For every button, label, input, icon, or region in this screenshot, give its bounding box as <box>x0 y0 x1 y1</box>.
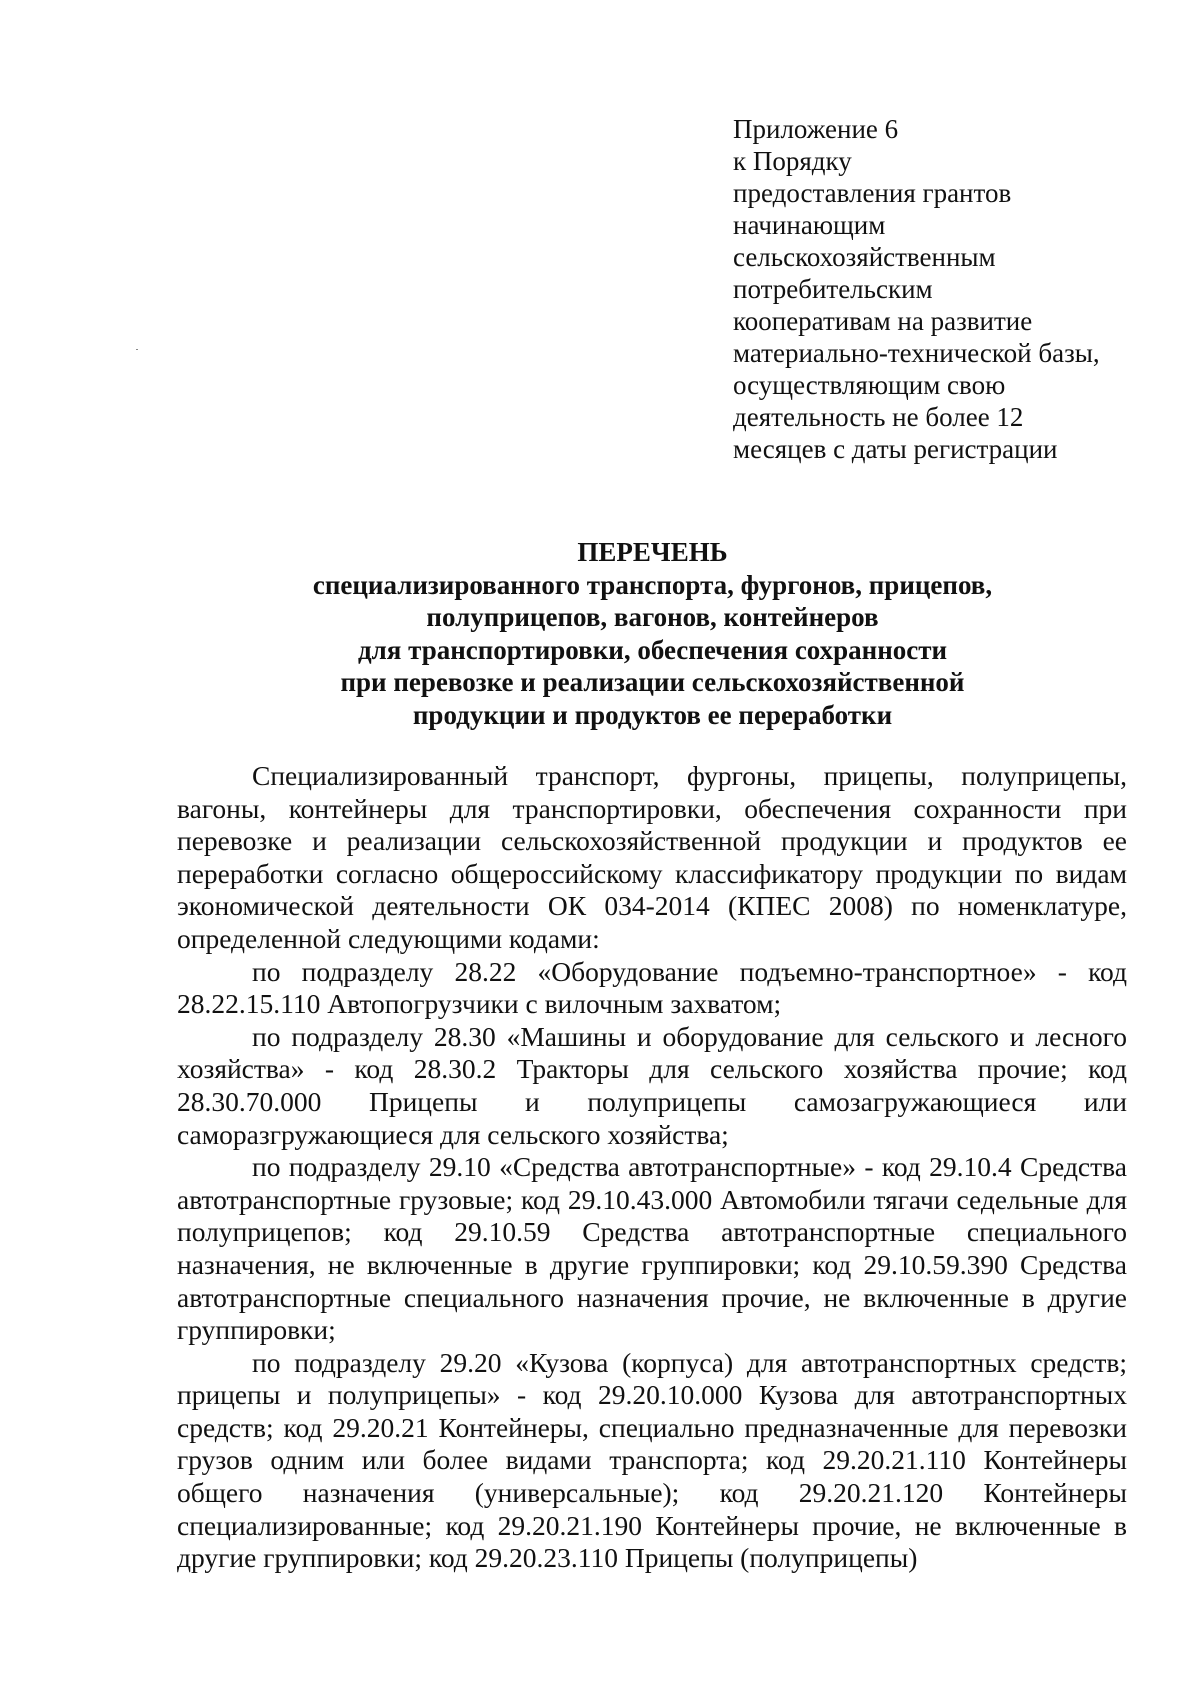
appendix-line: сельскохозяйственным <box>733 242 996 272</box>
body-paragraph-intro: Специализированный транспорт, фургоны, прицепы, полуприцепы, вагоны, контейнеры для транспортировки, обеспечения сохранности при перевозке и реализации сельскохозяйственной продукции и продуктов ее переработки согласно общероссийскому классификатору продукции по видам экономической деятельности ОК 034-2014 (КПЕС 2008) по номенклатуре, определенной следующими кодами: <box>177 760 1127 954</box>
appendix-line: к Порядку <box>733 146 852 176</box>
title-subtitle-line: специализированного транспорта, фургонов, прицепов, <box>312 569 993 600</box>
appendix-line: месяцев с даты регистрации <box>733 434 1058 464</box>
appendix-line: материально-технической базы, <box>733 338 1100 368</box>
appendix-line: кооперативам на развитие <box>733 306 1033 336</box>
body-paragraph-29-10: по подразделу 29.10 «Средства автотранспортные» - код 29.10.4 Средства автотранспортные грузовые; код 29.10.43.000 Автомобили тягачи седельные для полуприцепов; код 29.10.59 Средства автотранспортные специального назначения, не включенные в другие группировки; код 29.10.59.390 Средства автотранспортные специального назначения прочие, не включенные в другие группировки; <box>177 1151 1127 1346</box>
appendix-line: Приложение 6 <box>733 114 899 144</box>
title-subtitle-line: полуприцепов, вагонов, контейнеров <box>426 602 879 632</box>
appendix-line: осуществляющим свою <box>733 370 1006 400</box>
appendix-line: предоставления грантов <box>733 178 1012 208</box>
title-subtitle-line: продукции и продуктов ее переработки <box>412 699 893 730</box>
document-title <box>175 536 1130 731</box>
title-subtitle-line: при перевозке и реализации сельскохозяйственной <box>340 667 965 697</box>
scan-speck <box>136 349 138 350</box>
title-heading: ПЕРЕЧЕНЬ <box>577 537 728 567</box>
document-body <box>177 760 1127 1575</box>
appendix-line: начинающим <box>733 210 886 240</box>
appendix-line: потребительским <box>733 274 933 304</box>
appendix-line: деятельность не более 12 <box>733 402 1024 432</box>
title-subtitle-line: для транспортировки, обеспечения сохранности <box>357 634 948 665</box>
body-paragraph-29-20: по подразделу 29.20 «Кузова (корпуса) для автотранспортных средств; прицепы и полуприцепы» - код 29.20.10.000 Кузова для автотранспортных средств; код 29.20.21 Контейнеры, специально предназначенные для перевозки грузов одним или более видами транспорта; код 29.20.21.110 Контейнеры общего назначения (универсальные); код 29.20.21.120 Контейнеры специализированные; код 29.20.21.190 Контейнеры прочие, не включенные в другие группировки; код 29.20.23.110 Прицепы (полуприцепы) <box>177 1346 1127 1574</box>
appendix-reference <box>733 113 1153 465</box>
body-paragraph-28-30: по подразделу 28.30 «Машины и оборудование для сельского и лесного хозяйства» - код 28.30.2 Тракторы для сельского хозяйства прочие; код 28.30.70.000 Прицепы и полуприцепы самозагружающиеся или саморазгружающиеся для сельского хозяйства; <box>177 1020 1127 1150</box>
body-paragraph-28-22: по подразделу 28.22 «Оборудование подъемно-транспортное» - код 28.22.15.110 Автопогрузчики с вилочным захватом; <box>177 955 1127 1020</box>
